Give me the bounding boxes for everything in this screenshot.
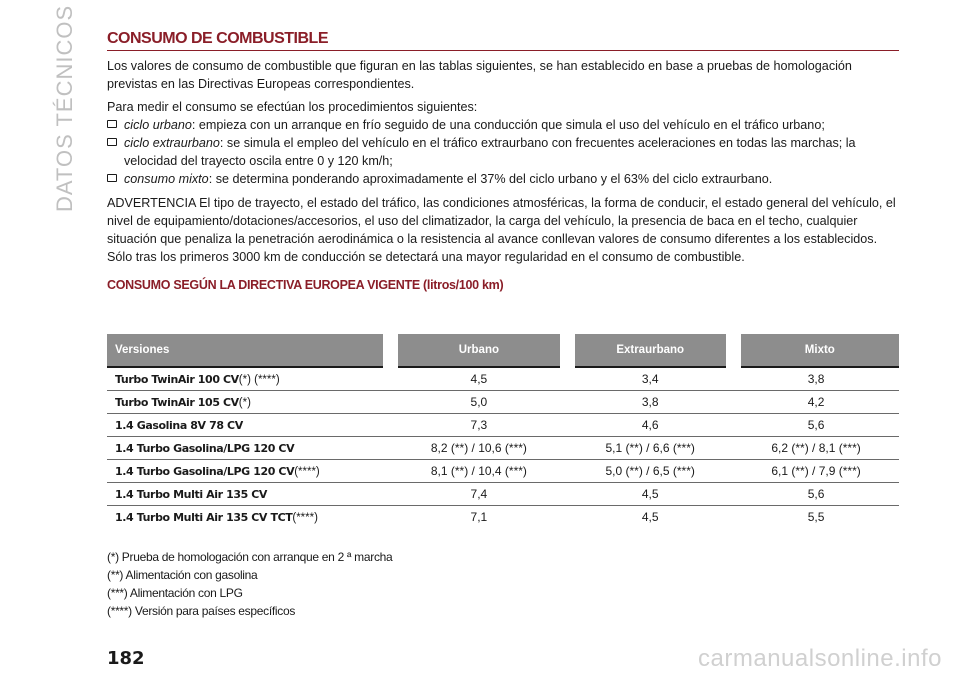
bullet-text: : empieza con un arranque en frío seguido de una conducción que simula el uso del vehículo en el tráfico urbano; xyxy=(191,118,825,132)
header-extraurbano: Extraurbano xyxy=(567,334,733,367)
consumption-table xyxy=(107,334,899,528)
footnote: (****) Versión para países específicos xyxy=(107,604,296,618)
warning-paragraph: ADVERTENCIA El tipo de trayecto, el estado del tráfico, las condiciones atmosféricas, la forma de conducir, el estado general del vehículo, el nivel de equipamiento/dotaciones/accesorios, el uso del climatizador, la carga del vehículo, la presencia de baca en el techo, cualquier situación que penaliza la penetración aerodinámica o la resistencia al avance conllevan valores de consumo diferentes a los establecidos. Sólo tras los primeros 3000 km de conducción se detectará una mayor regularidad en el consumo de combustible. xyxy=(107,196,896,264)
mixto-cell: 6,2 (**) / 8,1 (***) xyxy=(733,437,899,460)
mixto-cell: 3,8 xyxy=(733,367,899,391)
extraurbano-cell: 5,0 (**) / 6,5 (***) xyxy=(567,460,733,483)
version-mark: (****) xyxy=(294,465,320,478)
version-cell xyxy=(107,391,391,414)
mixto-cell: 6,1 (**) / 7,9 (***) xyxy=(733,460,899,483)
version-name: 1.4 Gasolina 8V 78 CV xyxy=(115,418,243,432)
table-row xyxy=(107,483,899,506)
page-number: 182 xyxy=(107,648,145,669)
checkbox-bullet-icon xyxy=(107,120,117,128)
version-cell xyxy=(107,367,391,391)
mixto-cell: 5,5 xyxy=(733,506,899,529)
footnote: (***) Alimentación con LPG xyxy=(107,586,243,600)
version-name: 1.4 Turbo Gasolina/LPG 120 CV xyxy=(115,441,295,455)
procedures-lead: Para medir el consumo se efectúan los procedimientos siguientes: xyxy=(107,100,478,114)
header-mixto: Mixto xyxy=(733,334,899,367)
table-row xyxy=(107,414,899,437)
mixto-cell: 5,6 xyxy=(733,414,899,437)
version-name: Turbo TwinAir 105 CV xyxy=(115,395,239,409)
section-title: CONSUMO DE COMBUSTIBLE xyxy=(107,30,899,51)
version-name: 1.4 Turbo Multi Air 135 CV TCT xyxy=(115,510,293,524)
extraurbano-cell: 3,4 xyxy=(567,367,733,391)
urbano-cell: 5,0 xyxy=(391,391,568,414)
version-cell xyxy=(107,460,391,483)
extraurbano-cell: 5,1 (**) / 6,6 (***) xyxy=(567,437,733,460)
bullet-item xyxy=(107,170,899,188)
table-row xyxy=(107,506,899,529)
bullet-term: ciclo urbano xyxy=(124,118,192,132)
version-cell xyxy=(107,437,391,460)
version-cell xyxy=(107,414,391,437)
footnotes xyxy=(107,548,392,620)
version-mark: (****) xyxy=(292,511,318,524)
table-row xyxy=(107,437,899,460)
extraurbano-cell: 4,5 xyxy=(567,483,733,506)
version-mark: (*) xyxy=(238,396,251,409)
extraurbano-cell: 4,6 xyxy=(567,414,733,437)
checkbox-bullet-icon xyxy=(107,174,117,182)
bullet-text: : se simula el empleo del vehículo en el tráfico extraurbano con frecuentes aceleraciones en todas las marchas; la velocidad del trayecto oscila entre 0 y 120 km/h; xyxy=(124,136,856,168)
version-name: 1.4 Turbo Gasolina/LPG 120 CV xyxy=(115,464,295,478)
watermark: carmanualsonline.info xyxy=(698,645,942,672)
urbano-cell: 7,1 xyxy=(391,506,568,529)
table-header-row xyxy=(107,334,899,367)
table-row xyxy=(107,460,899,483)
page-content xyxy=(107,30,899,618)
intro-paragraph: Los valores de consumo de combustible que figuran en las tablas siguientes, se han establecido en base a pruebas de homologación previstas en las Directivas Europeas correspondientes. xyxy=(107,59,852,91)
bullet-text: : se determina ponderando aproximadamente el 37% del ciclo urbano y el 63% del ciclo extraurbano. xyxy=(208,172,773,186)
bullet-term: consumo mixto xyxy=(124,172,209,186)
urbano-cell: 7,4 xyxy=(391,483,568,506)
subsection-title: CONSUMO SEGÚN LA DIRECTIVA EUROPEA VIGENTE (litros/100 km) xyxy=(107,278,504,292)
urbano-cell: 7,3 xyxy=(391,414,568,437)
version-cell xyxy=(107,506,391,529)
urbano-cell: 4,5 xyxy=(391,367,568,391)
version-name: Turbo TwinAir 100 CV xyxy=(115,372,239,386)
section-side-label: DATOS TÉCNICOS xyxy=(52,4,77,212)
version-mark: (*) (****) xyxy=(238,373,280,386)
footnote: (**) Alimentación con gasolina xyxy=(107,568,258,582)
table-row xyxy=(107,391,899,414)
bullet-term: ciclo extraurbano xyxy=(124,136,220,150)
header-urbano: Urbano xyxy=(391,334,568,367)
table-row xyxy=(107,367,899,391)
version-name: 1.4 Turbo Multi Air 135 CV xyxy=(115,487,268,501)
extraurbano-cell: 4,5 xyxy=(567,506,733,529)
mixto-cell: 4,2 xyxy=(733,391,899,414)
mixto-cell: 5,6 xyxy=(733,483,899,506)
extraurbano-cell: 3,8 xyxy=(567,391,733,414)
urbano-cell: 8,1 (**) / 10,4 (***) xyxy=(391,460,568,483)
urbano-cell: 8,2 (**) / 10,6 (***) xyxy=(391,437,568,460)
footnote: (*) Prueba de homologación con arranque en 2 ª marcha xyxy=(107,550,393,564)
checkbox-bullet-icon xyxy=(107,138,117,146)
bullet-item xyxy=(107,116,899,134)
version-cell xyxy=(107,483,391,506)
bullet-item xyxy=(107,134,899,170)
header-versiones: Versiones xyxy=(107,334,391,367)
